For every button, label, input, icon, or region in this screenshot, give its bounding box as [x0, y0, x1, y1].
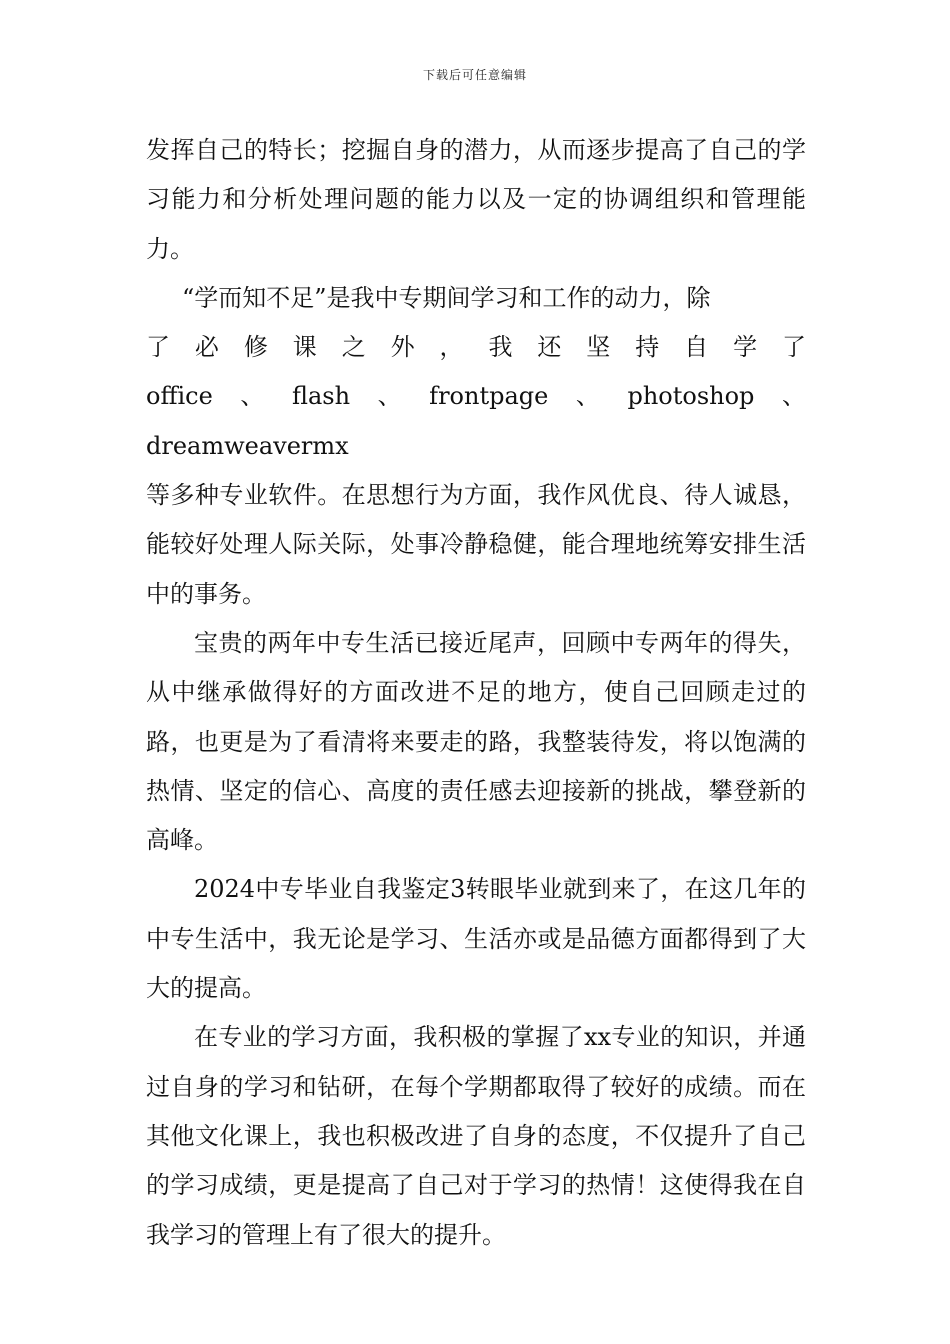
paragraph-2-line-2: 了 必 修 课 之 外 ， 我 还 坚 持 自 学 了 [146, 333, 806, 362]
document-body [146, 126, 806, 1260]
paragraph-5: 在专业的学习方面，我积极的掌握了xx专业的知识，并通过自身的学习和钻研，在每个学期都取得了较好的成绩。而在其他文化课上，我也积极改进了自身的态度，不仅提升了自己的学习成绩，更是提高了自己对于学习的热情！这使得我在自我学习的管理上有了很大的提升。 [146, 1023, 806, 1249]
paragraph-2-line-1: “学而知不足”是我中专期间学习和工作的动力，除 [182, 283, 711, 312]
paragraph-1: 发挥自己的特长；挖掘自身的潜力，从而逐步提高了自己的学习能力和分析处理问题的能力以及一定的协调组织和管理能力。 [146, 136, 806, 263]
paragraph-4: 2024中专毕业自我鉴定3转眼毕业就到来了，在这几年的中专生活中，我无论是学习、生活亦或是品德方面都得到了大大的提高。 [146, 875, 806, 1003]
paragraph-2-rest: 等多种专业软件。在思想行为方面，我作风优良、待人诚恳，能较好处理人际关际，处事冷静稳健，能合理地统筹安排生活中的事务。 [146, 481, 806, 608]
header-note: 下载后可任意编辑 [422, 68, 527, 82]
paragraph-3: 宝贵的两年中专生活已接近尾声，回顾中专两年的得失，从中继承做得好的方面改进不足的地方，使自己回顾走过的路，也更是为了看清将来要走的路，我整装待发，将以饱满的热情、坚定的信心、高度的责任感去迎接新的挑战，攀登新的高峰。 [146, 628, 806, 855]
paragraph-2-line-3: office、flash、frontpage、photoshop、dreamweavermx [146, 382, 806, 460]
paragraph-2 [146, 274, 806, 619]
